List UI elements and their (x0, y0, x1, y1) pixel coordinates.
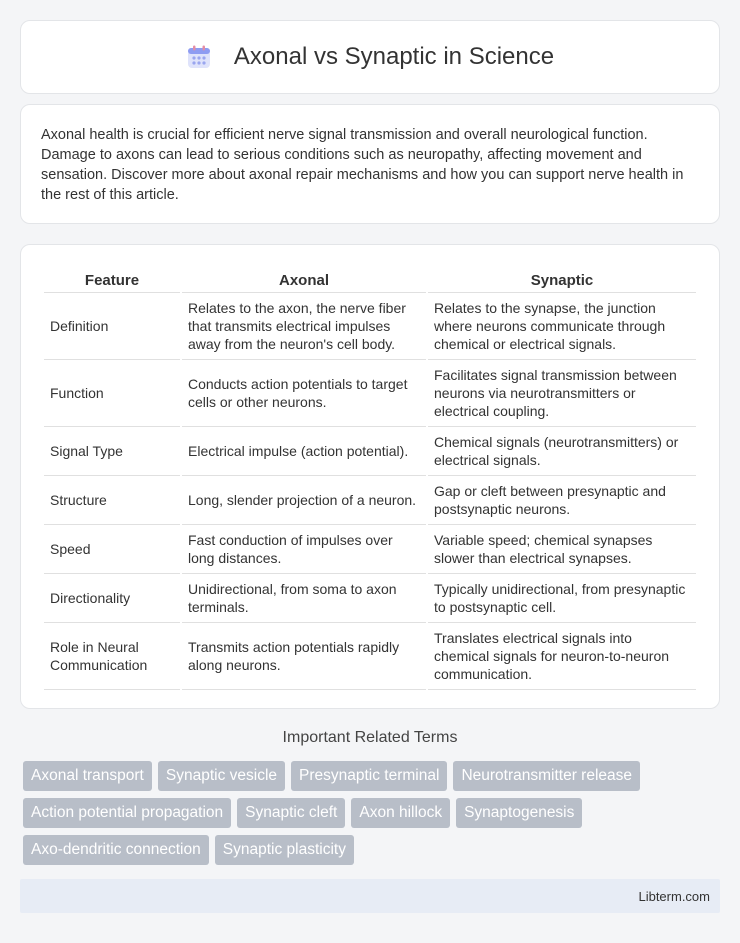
synaptic-cell: Facilitates signal transmission between neurons via neurotransmitters or electrical coupling. (428, 360, 696, 427)
column-header-axonal: Axonal (182, 263, 426, 293)
intro-card (20, 104, 720, 224)
feature-cell: Speed (44, 525, 180, 574)
term-tag[interactable]: Presynaptic terminal (291, 761, 447, 791)
term-tag[interactable]: Neurotransmitter release (453, 761, 640, 791)
feature-cell: Definition (44, 293, 180, 360)
comparison-table (42, 263, 698, 690)
intro-text: Axonal health is crucial for efficient nerve signal transmission and overall neurological function. Damage to axons can lead to serious conditions such as neuropathy, affecting movement and sensation. Discover more about axonal repair mechanisms and how you can support nerve health in the rest of this article. (41, 127, 684, 203)
table-row (44, 476, 696, 525)
term-tag[interactable]: Synaptic plasticity (215, 835, 354, 865)
synaptic-cell: Typically unidirectional, from presynaptic to postsynaptic cell. (428, 574, 696, 623)
axonal-cell: Long, slender projection of a neuron. (182, 476, 426, 525)
footer-site-link[interactable]: Libterm.com (638, 889, 710, 904)
synaptic-cell: Chemical signals (neurotransmitters) or electrical signals. (428, 427, 696, 476)
synaptic-cell: Gap or cleft between presynaptic and postsynaptic neurons. (428, 476, 696, 525)
table-row (44, 427, 696, 476)
calendar-icon (186, 44, 212, 70)
axonal-cell: Relates to the axon, the nerve fiber that transmits electrical impulses away from the neuron's cell body. (182, 293, 426, 360)
feature-cell: Function (44, 360, 180, 427)
feature-cell: Structure (44, 476, 180, 525)
term-tag[interactable]: Action potential propagation (23, 798, 231, 828)
term-tag[interactable]: Axon hillock (351, 798, 450, 828)
header-card (20, 20, 720, 94)
table-row (44, 623, 696, 690)
related-terms-title: Important Related Terms (282, 729, 458, 746)
table-row (44, 525, 696, 574)
column-header-feature: Feature (44, 263, 180, 293)
term-tag[interactable]: Synaptogenesis (456, 798, 582, 828)
term-tag[interactable]: Synaptic cleft (237, 798, 345, 828)
page-title: Axonal vs Synaptic in Science (233, 43, 555, 70)
table-header-row (44, 263, 696, 293)
synaptic-cell: Variable speed; chemical synapses slower than electrical synapses. (428, 525, 696, 574)
table-row (44, 574, 696, 623)
axonal-cell: Conducts action potentials to target cells or other neurons. (182, 360, 426, 427)
feature-cell: Directionality (44, 574, 180, 623)
axonal-cell: Unidirectional, from soma to axon terminals. (182, 574, 426, 623)
synaptic-cell: Translates electrical signals into chemical signals for neuron-to-neuron communication. (428, 623, 696, 690)
term-tag[interactable]: Axo-dendritic connection (23, 835, 209, 865)
axonal-cell: Electrical impulse (action potential). (182, 427, 426, 476)
table-row (44, 293, 696, 360)
axonal-cell: Fast conduction of impulses over long distances. (182, 525, 426, 574)
table-row (44, 360, 696, 427)
footer (20, 879, 720, 913)
term-tag[interactable]: Axonal transport (23, 761, 152, 791)
comparison-table-card (20, 244, 720, 709)
feature-cell: Signal Type (44, 427, 180, 476)
feature-cell: Role in Neural Communication (44, 623, 180, 690)
related-terms-list (23, 761, 723, 865)
column-header-synaptic: Synaptic (428, 263, 696, 293)
synaptic-cell: Relates to the synapse, the junction where neurons communicate through chemical or electrical signals. (428, 293, 696, 360)
axonal-cell: Transmits action potentials rapidly along neurons. (182, 623, 426, 690)
term-tag[interactable]: Synaptic vesicle (158, 761, 285, 791)
